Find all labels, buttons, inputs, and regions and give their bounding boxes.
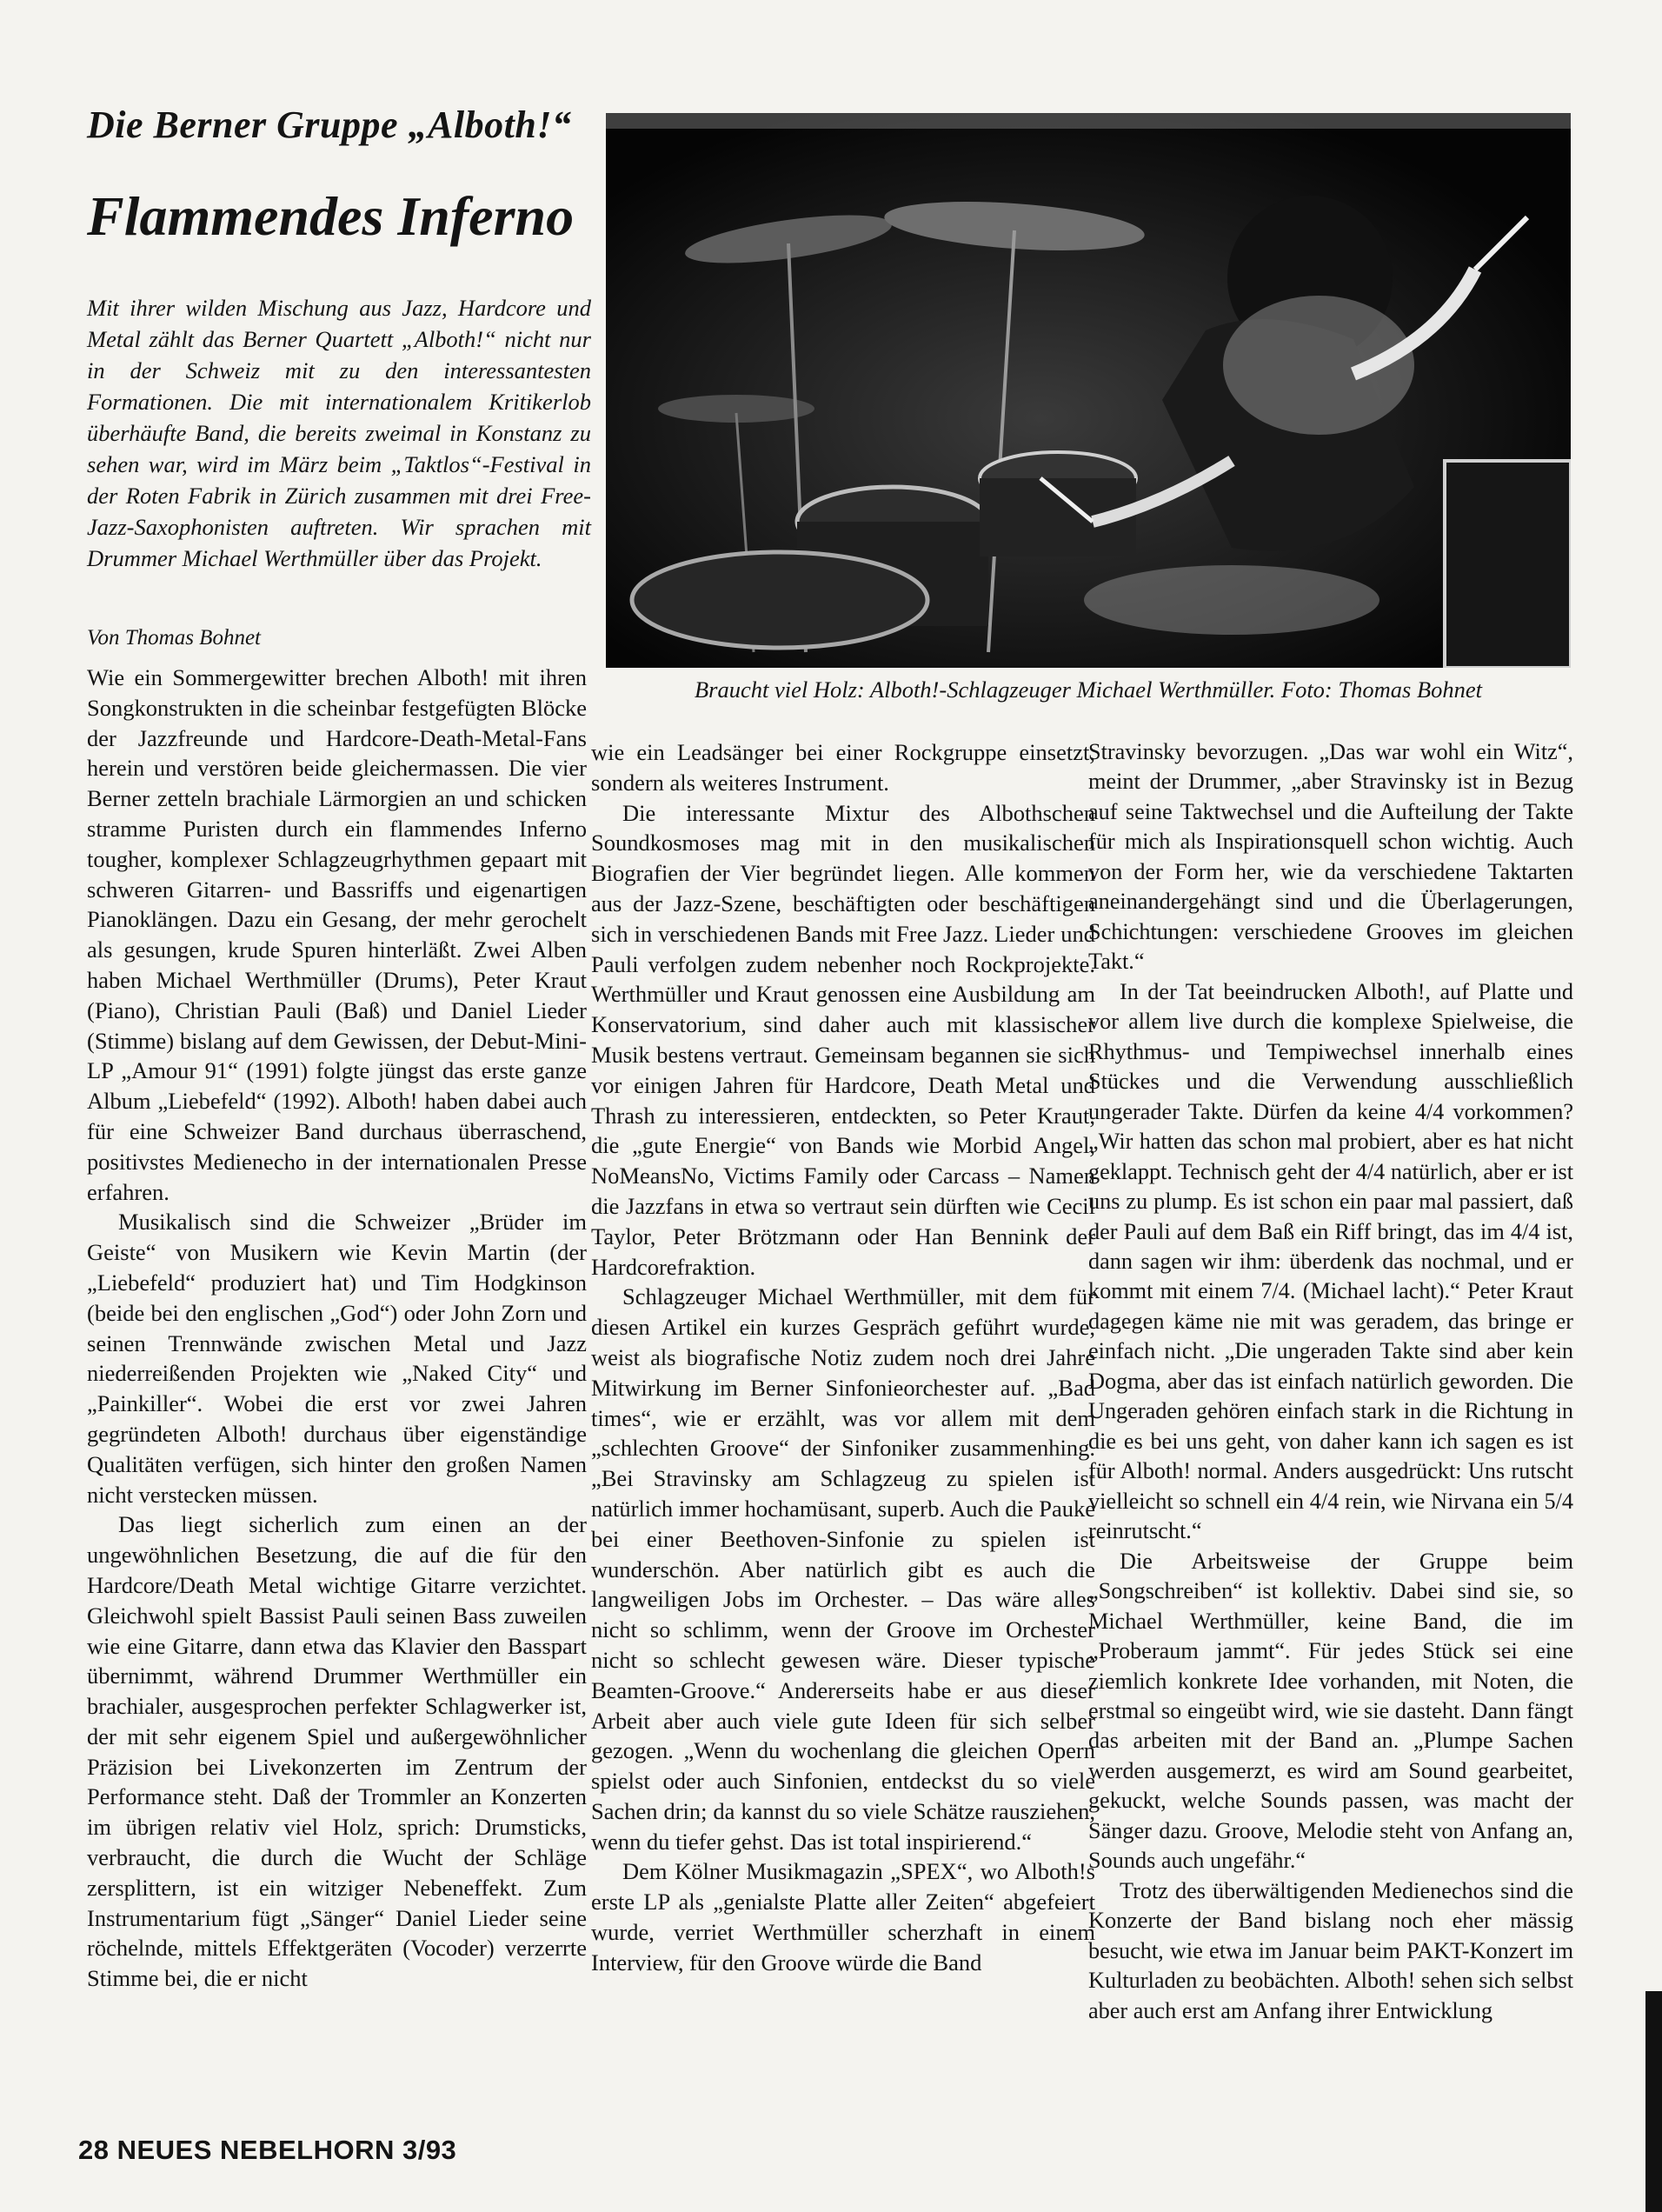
paragraph: Die Arbeitsweise der Gruppe beim „Songschreiben“ ist kollektiv. Dabei sind sie, so Michael Werthmüller, keine Band, die im „Proberaum jammt“. Für jedes Stück sei eine ziemlich konkrete Idee vorhanden, mit Noten, die erstmal so eingeübt wird, wie sie dasteht. Dann fängt das arbeiten mit der Band an. „Plumpe Sachen werden ausgemerzt, es wird am Sound gearbeitet, gekuckt, welche Sounds passen, was macht der Sänger dazu. Groove, Melodie steht von Anfang an, Sounds auch ungefähr.“ <box>1088 1548 1573 1874</box>
paragraph: Stravinsky bevorzugen. „Das war wohl ein Witz“, meint der Drummer, „aber Stravinsky ist in Bezug auf seine Taktwechsel und die Aufteilung der Takte für mich als Inspirationsquell schon wichtig. Auch von der Form her, wie da verschiedene Taktarten aneinandergehängt sind und die Überlagerungen, Schichtungen: verschiedene Grooves im gleichen Takt.“ <box>1088 739 1573 975</box>
article-column-3 <box>1088 737 1573 2036</box>
article-headline: Flammendes Inferno <box>87 185 575 247</box>
paragraph: Musikalisch sind die Schweizer „Brüder im Geiste“ von Musikern wie Kevin Martin (der „Liebefeld“ produziert hat) und Tim Hodgkinson (beide bei den englischen „God“) oder John Zorn und seinen Trennwände zwischen Metal und Jazz niederreißenden Projekten wie „Naked City“ und „Painkiller“. Wobei die erst vor zwei Jahren gegründeten Alboth! durchaus über eigenständige Qualitäten verfügen, sich hinter den großen Namen nicht verstecken müssen. <box>87 1209 587 1508</box>
paragraph: Trotz des überwältigenden Medienechos sind die Konzerte der Band bislang noch eher mässig besucht, wie etwa im Januar beim PAKT-Konzert im Kulturladen zu beobächten. Alboth! sehen sich selbst aber auch erst am Anfang ihrer Entwicklung <box>1088 1877 1573 2023</box>
paragraph: wie ein Leadsänger bei einer Rockgruppe einsetzt, sondern als weiteres Instrument. <box>591 739 1095 796</box>
paragraph: Dem Kölner Musikmagazin „SPEX“, wo Alboth!s erste LP als „genialste Platte aller Zeiten“ abgefeiert wurde, verriet Werthmüller scherzhaft in einem Interview, für den Groove würde die Band <box>591 1858 1095 1975</box>
article-lead: Mit ihrer wilden Mischung aus Jazz, Hardcore und Metal zählt das Berner Quartett „Alboth!“ nicht nur in der Schweiz mit zu den interessantesten Formationen. Die mit internationalem Kritikerlob überhäufte Band, die bereits zweimal in Konstanz zu sehen war, wird im März beim „Taktlos“-Festival in der Roten Fabrik in Zürich zusammen mit drei Free-Jazz-Saxophonisten auftreten. Wir sprachen mit Drummer Michael Werthmüller über das Projekt. <box>87 295 591 571</box>
drummer-photo-image <box>606 113 1571 668</box>
photo-caption: Braucht viel Holz: Alboth!-Schlagzeuger Michael Werthmüller. Foto: Thomas Bohnet <box>694 676 1483 703</box>
scan-edge-shadow <box>1645 1991 1662 2212</box>
article-byline: Von Thomas Bohnet <box>87 626 261 650</box>
article-column-1 <box>87 663 587 2036</box>
paragraph: Schlagzeuger Michael Werthmüller, mit dem für diesen Artikel ein kurzes Gespräch geführt wurde, weist als biografische Notiz zudem noch drei Jahre Mitwirkung im Berner Sinfonieorchester auf. „Bad times“, wie er erzählt, was vor allem mit dem „schlechten Groove“ der Sinfoniker zusammenhing. „Bei Stravinsky am Schlagzeug zu spielen ist natürlich immer hochamüsant, superb. Auch die Pauke bei einer Beethoven-Sinfonie zu spielen ist wunderschön. Aber natürlich gibt es auch die langweiligen Jobs im Orchester. – Das wäre alles nicht so schlimm, wenn der Groove im Orchester nicht so schlecht gewesen wäre. Dieser typische Beamten-Groove.“ Andererseits habe er aus dieser Arbeit aber auch viele gute Ideen für sich selber gezogen. „Wenn du wochenlang die gleichen Opern spielst oder auch Sinfonien, entdeckst du so viele Sachen drin; da kannst du so viele Schätze rausziehen, wenn du tiefer gehst. Das ist total inspirierend.“ <box>591 1283 1095 1855</box>
article-kicker: Die Berner Gruppe „Alboth!“ <box>87 103 572 146</box>
paragraph: Die interessante Mixtur des Albothschen Soundkosmoses mag mit in den musikalischen Biografien der Vier begründet liegen. Alle kommen aus der Jazz-Szene, beschäftigten oder beschäftigen sich in verschiedenen Bands mit Free Jazz. Lieder und Pauli verfolgen zudem nebenher noch Rockprojekte. Werthmüller und Kraut genossen eine Ausbildung am Konservatorium, sind daher auch mit klassischer Musik bestens vertraut. Gemeinsam begannen sie sich vor einigen Jahren für Hardcore, Death Metal und Thrash zu interessieren, entdeckten, so Peter Kraut, die „gute Energie“ von Bands wie Morbid Angel, NoMeansNo, Victims Family oder Carcass – Namen die Jazzfans in etwa so vertraut sein dürften wie Cecil Taylor, Peter Brötzmann oder Han Bennink der Hardcorefraktion. <box>591 799 1095 1280</box>
paragraph: Wie ein Sommergewitter brechen Alboth! mit ihren Songkonstrukten in die scheinbar festgefügten Blöcke der Jazzfreunde und Hardcore-Death-Metal-Fans herein und verstören beide gleichermassen. Die vier Berner zetteln brachiale Lärmorgien an und schicken stramme Puristen durch ein flammendes Inferno tougher, komplexer Schlagzeugrhythmen gepaart mit schweren Gitarren- und Bassriffs und eigenartigen Pianoklängen. Dazu ein Gesang, der mehr gerochelt als gesungen, krude Spuren hinterläßt. Zwei Alben haben Michael Werthmüller (Drums), Peter Kraut (Piano), Christian Pauli (Baß) und Daniel Lieder (Stimme) bislang auf dem Gewissen, der Debut-Mini-LP „Amour 91“ (1991) folgte jüngst das erste ganze Album „Liebefeld“ (1992). Alboth! haben dabei auch für eine Schweizer Band durchaus überraschend, positivstes Medienecho in der internationalen Presse erfahren. <box>87 664 587 1205</box>
paragraph: Das liegt sicherlich zum einen an der ungewöhnlichen Besetzung, die auf die für den Hardcore/Death Metal wichtige Gitarre verzichtet. Gleichwohl spielt Bassist Pauli seinen Bass zuweilen wie eine Gitarre, dann etwa das Klavier den Basspart übernimmt, während Drummer Werthmüller ein brachialer, ausgesprochen perfekter Schlagwerker ist, der mit sehr eigenem Spiel und außergewöhnlicher Präzision bei Livekonzerten im Zentrum der Performance steht. Daß der Trommler an Konzerten im übrigen relativ viel Holz, sprich: Drumsticks, verbraucht, die durch die Wucht der Schläge zersplittern, ist ein witziger Nebeneffekt. Zum Instrumentarium fügt „Sänger“ Daniel Lieder seine röchelnde, mittels Effektgeräten (Vocoder) verzerrte Stimme bei, die er nicht <box>87 1511 587 1992</box>
page-footer: 28 NEUES NEBELHORN 3/93 <box>78 2135 457 2165</box>
drummer-photo <box>606 113 1571 668</box>
article-column-2 <box>591 737 1095 2036</box>
paragraph: In der Tat beeindrucken Alboth!, auf Platte und vor allem live durch die komplexe Spielweise, die Rhythmus- und Tempiwechsel innerhalb eines Stückes und die Verwendung ausschließlich ungerader Takte. Dürfen da keine 4/4 vorkommen? „Wir hatten das schon mal probiert, aber es hat nicht geklappt. Technisch geht der 4/4 natürlich, aber er ist uns zu plump. Es ist schon ein paar mal passiert, daß der Pauli auf dem Baß ein Riff bringt, das im 4/4 ist, dann sagen wir ihm: überdenk das nochmal, und er kommt mit einem 7/4. (Michael lacht).“ Peter Kraut dagegen käme nie mit was geradem, das bringe er einfach nicht. „Die ungeraden Takte sind aber kein Dogma, aber das ist einfach natürlich geworden. Die Ungeraden gehören einfach stark in die Richtung in die es bei uns geht, von daher kann ich sagen es ist für Alboth! normal. Anders ausgedrückt: Uns rutscht vielleicht so schnell ein 4/4 rein, wie Nirvana ein 5/4 reinrutscht.“ <box>1088 978 1573 1544</box>
